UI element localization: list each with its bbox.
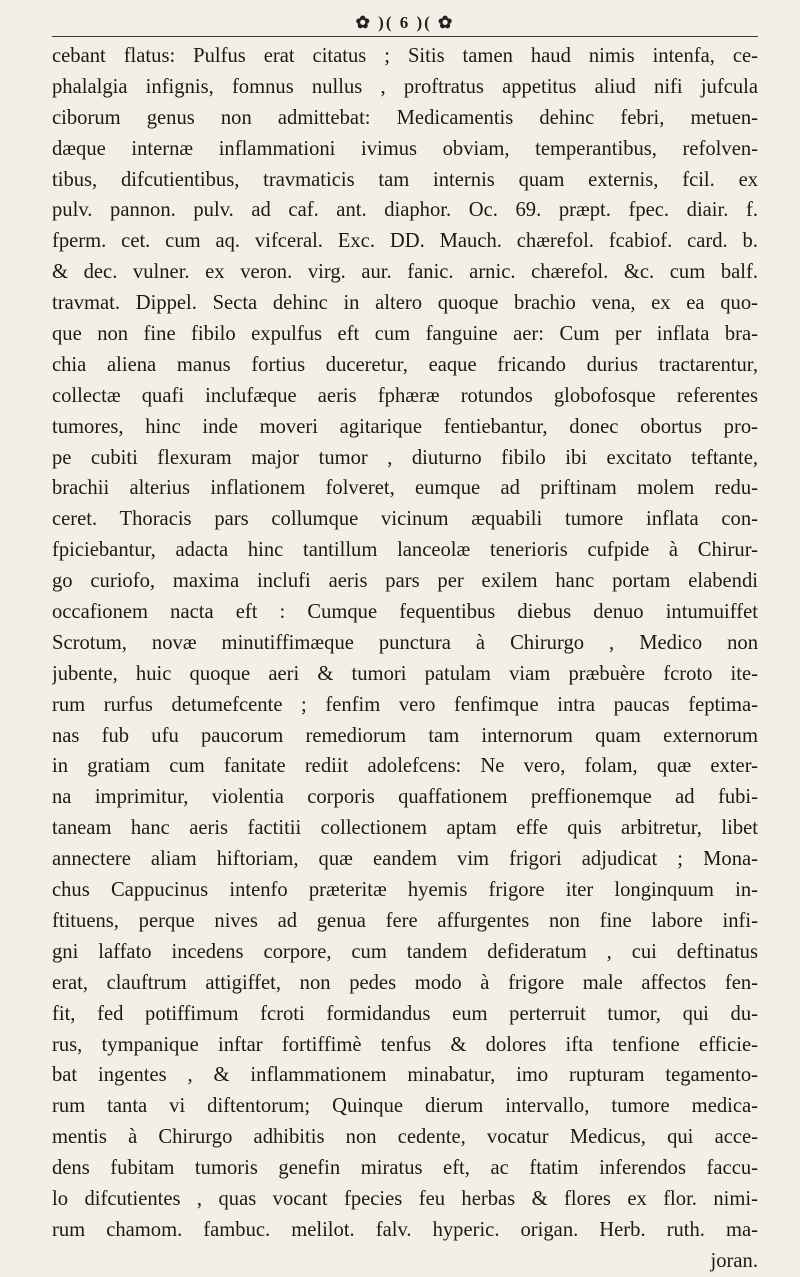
text-line: jubente, huic quoque aeri & tumori patulam viam præbuère fcroto ite- <box>52 662 758 685</box>
text-line: joran. <box>710 1249 758 1272</box>
text-line: rum chamom. fambuc. melilot. falv. hyperic. origan. Herb. ruth. ma- <box>52 1218 758 1241</box>
text-line: fit, fed potiffimum fcroti formidandus eum perterruit tumor, qui du- <box>52 1002 758 1025</box>
text-line: brachii alterius inflationem folveret, eumque ad priftinam molem redu- <box>52 477 758 500</box>
text-line: chia aliena manus fortius duceretur, eaque fricando durius tractarentur, <box>52 353 758 376</box>
text-line: annectere aliam hiftoriam, quæ eandem vim frigori adjudicat ; Mona- <box>52 848 758 871</box>
text-line: que non fine fibilo expulfus eft cum fanguine aer: Cum per inflata bra- <box>52 323 758 346</box>
body-text <box>52 41 758 1277</box>
text-line: rum tanta vi diftentorum; Quinque dierum intervallo, tumore medica- <box>52 1095 758 1118</box>
text-line: ftituens, perque nives ad genua fere affurgentes non fine labore infi- <box>52 909 758 932</box>
text-line: gni laffato incedens corpore, cum tandem defideratum , cui deftinatus <box>52 940 758 963</box>
text-line: erat, clauftrum attigiffet, non pedes modo à frigore male affectos fen- <box>52 971 758 994</box>
text-line: go curiofo, maxima inclufi aeris pars per exilem hanc portam elabendi <box>52 570 758 593</box>
text-line: rus, tympanique inftar fortiffimè tenfus & dolores ifta tenfione efficie- <box>52 1033 758 1056</box>
text-line: pe cubiti flexuram major tumor , diuturno fibilo ibi excitato teftante, <box>52 446 758 469</box>
text-line: lo difcutientes , quas vocant fpecies feu herbas & flores ex flor. nimi- <box>52 1187 758 1210</box>
text-line: Scrotum, novæ minutiffimæque punctura à Chirurgo , Medico non <box>52 631 758 654</box>
text-line: dæque internæ inflammationi ivimus obviam, temperantibus, refolven- <box>52 137 758 160</box>
text-line: taneam hanc aeris factitii collectionem aptam effe quis arbitretur, libet <box>52 817 758 840</box>
text-line: dens fubitam tumoris genefin miratus eft, ac ftatim inferendos faccu- <box>52 1157 758 1180</box>
header-rule <box>52 36 758 37</box>
text-line: cebant flatus: Pulfus erat citatus ; Sitis tamen haud nimis intenfa, ce- <box>52 45 758 67</box>
text-line: na imprimitur, violentia corporis quaffationem preffionemque ad fubi- <box>52 786 758 809</box>
text-line: collectæ quafi inclufæque aeris fphæræ rotundos globofosque referentes <box>52 384 758 407</box>
text-line: ciborum genus non admittebat: Medicamentis dehinc febri, metuen- <box>52 106 758 129</box>
text-line: fperm. cet. cum aq. vifceral. Exc. DD. Mauch. chærefol. fcabiof. card. b. <box>52 230 758 253</box>
text-line: travmat. Dippel. Secta dehinc in altero quoque brachio vena, ex ea quo- <box>52 292 758 315</box>
running-head-ornament: ✿ )( 6 )( ✿ <box>355 13 455 32</box>
text-line: pulv. pannon. pulv. ad caf. ant. diaphor. Oc. 69. præpt. fpec. diair. f. <box>52 199 758 222</box>
text-line: rum rurfus detumefcente ; fenfim vero fenfimque intra paucas feptima- <box>52 693 758 716</box>
text-line: ceret. Thoracis pars collumque vicinum æquabili tumore inflata con- <box>52 508 758 531</box>
text-line: occafionem nacta eft : Cumque fequentibus diebus denuo intumuiffet <box>52 601 758 624</box>
text-line: fpiciebantur, adacta hinc tantillum lanceolæ tenerioris cufpide à Chirur- <box>52 539 758 562</box>
text-line: tumores, hinc inde moveri agitarique fentiebantur, donec obortus pro- <box>52 415 758 438</box>
text-line: tibus, difcutientibus, travmaticis tam internis quam externis, fcil. ex <box>52 168 758 191</box>
text-line: mentis à Chirurgo adhibitis non cedente, vocatur Medicus, qui acce- <box>52 1126 758 1149</box>
text-line: chus Cappucinus intenfo præteritæ hyemis frigore iter longinquum in- <box>52 879 758 902</box>
text-line: bat ingentes , & inflammationem minabatur, imo rupturam tegamento- <box>52 1064 758 1087</box>
text-line: phalalgia infignis, fomnus nullus , proftratus appetitus aliud nifi jufcula <box>52 75 758 98</box>
text-line: in gratiam cum fanitate rediit adolefcens: Ne vero, folam, quæ exter- <box>52 755 758 778</box>
text-line: nas fub ufu paucorum remediorum tam internorum quam externorum <box>52 724 758 747</box>
text-line: & dec. vulner. ex veron. virg. aur. fanic. arnic. chærefol. &c. cum balf. <box>52 261 758 284</box>
